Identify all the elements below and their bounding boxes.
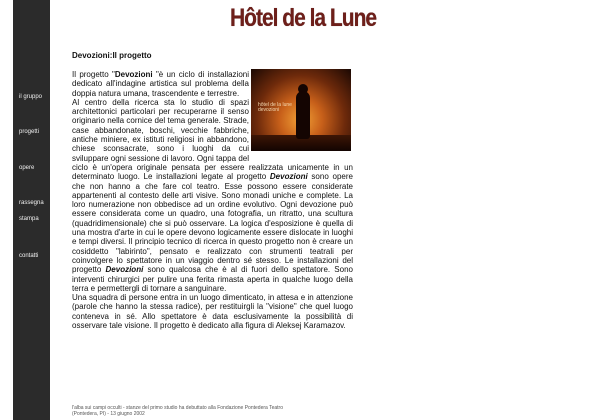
body-text-end: sono qualcosa che è al di fuori dello spettatore. Sono interventi chirurgici per pulire una ferita rimasta aperta in qualche luogo della terra e permettergli di tornare a sanguinare.	[72, 265, 353, 293]
article-body	[72, 70, 353, 330]
nav-progetti[interactable]: progetti	[19, 129, 40, 135]
footer-line: l'alba sui campi occulti - stanze del primo studio ha debuttato alla Fondazione Pontedera Teatro	[72, 405, 283, 411]
footer-caption	[72, 405, 372, 417]
footer-line: (Pontedera, PI) - 13 giugno 2002	[72, 411, 145, 417]
image-float-spacer	[249, 70, 353, 154]
nav-stampa[interactable]: stampa	[19, 216, 39, 222]
intro-text-continued: "è un ciclo di installazioni dedicato all'indagine artistica sul problema della doppia natura umana, trascendente e terrestre.	[72, 70, 250, 98]
sidebar-nav	[13, 0, 50, 420]
project-name-italic: Devozioni	[269, 172, 308, 182]
project-name-italic: Devozioni	[105, 265, 144, 275]
page-title: Devozioni:Il progetto	[72, 51, 152, 60]
article-paragraph: Una squadra di persone entra in un luogo dimenticato, in attesa e in attenzione (parole che hanno la stessa radice), per restituirgli la "visione" che quel luogo conteneva in sé. Allo spettatore è data esclusivamente la possibilità di osservare tale visione. Il progetto è dedicato alla figura di Aleksej Karamazov.	[72, 293, 353, 331]
body-text-continued: sono opere che non hanno a che fare col teatro. Esse possono essere considerate appartenenti al contesto delle arti visive. Sono monadi uniche e complete. La loro numerazione non obbedisce ad un ordine evolutivo. Ogni devozione può essere considerata come un quadro, una fotografia, un ritratto, una scultura (quadridimensionale) che si può osservare. La logica d'esposizione è quella di una mostra d'arte in cui le opere devono logicamente essere dislocate in luoghi e tempi diversi. Il principio tecnico di ricerca in questo progetto non è creare un cosiddetto "labirinto", pensato e realizzato con strumenti teatrali per coinvolgere lo spettatore in un viaggio dentro sé stesso. Le installazioni del progetto	[72, 172, 353, 275]
project-name: Devozioni	[114, 70, 153, 79]
body-text: Al centro della ricerca sta lo studio di spazi architettonici particolari per recuperarne il senso originario nella cornice del tema generale. Strade, case abbandonate, boschi, vecchie fabbriche, antiche miniere, ex istituti religiosi in abbandono, chiese sconsacrate, sono i luoghi da cui sviluppare ogni sessione di lavoro. Ogni tappa del ciclo è un'opera originale pensata per essere realizzata unicamente in un determinato luogo. Le installazioni legate al progetto	[72, 97, 353, 182]
artwork-caption-line2: devozioni	[258, 107, 280, 113]
artwork-caption-line1: hôtel de la lune	[258, 102, 292, 108]
nav-opere[interactable]: opere	[19, 165, 35, 171]
site-logo[interactable]: Hôtel de la Lune	[230, 4, 377, 32]
intro-text: Il progetto "	[72, 70, 115, 79]
nav-contatti[interactable]: contatti	[19, 253, 39, 259]
nav-rassegna[interactable]: rassegna	[19, 200, 44, 206]
nav-il-gruppo[interactable]: il gruppo	[19, 94, 43, 100]
